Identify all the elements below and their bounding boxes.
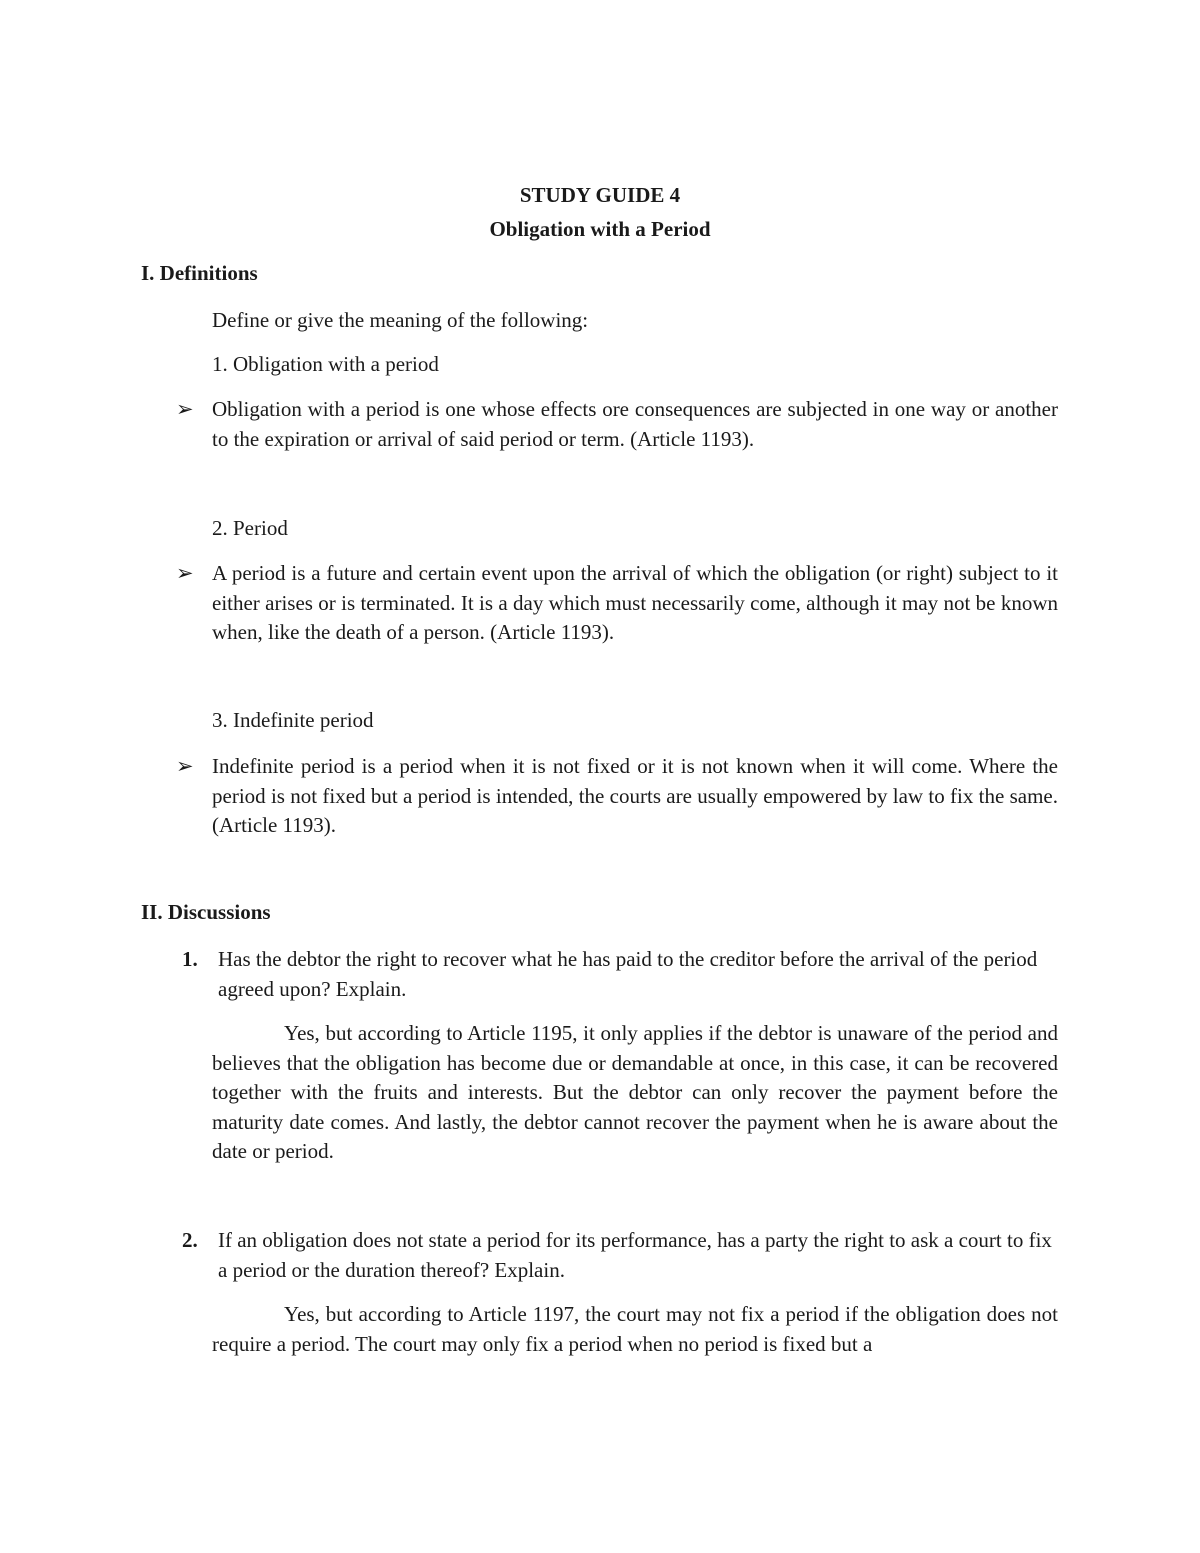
arrow-bullet-icon: ➢ (176, 561, 194, 585)
definition-text-3: Indefinite period is a period when it is not fixed or it is not known when it will come. Where the period is not fixed but a period is intended, the courts are usually empowered by law to fix the same. (Article 1193). (212, 754, 1058, 837)
document-subtitle: Obligation with a Period (489, 217, 711, 241)
answer-text-2: Yes, but according to Article 1197, the court may not fix a period if the obligation does not require a period. The court may only fix a period when no period is fixed but a (212, 1302, 1058, 1356)
definition-label-1: 1. Obligation with a period (212, 352, 439, 376)
question-number-2: 2. (182, 1228, 198, 1252)
definitions-instruction: Define or give the meaning of the following: (212, 308, 589, 332)
question-text-2: If an obligation does not state a period for its performance, has a party the right to ask a court to fix a period or the duration thereof? Explain. (218, 1228, 1052, 1282)
arrow-bullet-icon: ➢ (176, 754, 194, 778)
section-heading-discussions: II. Discussions (141, 900, 271, 924)
section-heading-definitions: I. Definitions (141, 261, 258, 285)
answer-text-1: Yes, but according to Article 1195, it only applies if the debtor is unaware of the period and believes that the obligation has become due or demandable at once, in this case, it can be recovered together with the fruits and interests. But the debtor can only recover the payment before the maturity date comes. And lastly, the debtor cannot recover the payment when he is aware about the date or period. (212, 1021, 1058, 1163)
definition-text-1: Obligation with a period is one whose effects ore consequences are subjected in one way or another to the expiration or arrival of said period or term. (Article 1193). (212, 397, 1058, 451)
question-number-1: 1. (182, 947, 198, 971)
arrow-bullet-icon: ➢ (176, 397, 194, 421)
definition-label-2: 2. Period (212, 516, 288, 540)
question-text-1: Has the debtor the right to recover what he has paid to the creditor before the arrival of the period agreed upon? Explain. (218, 947, 1038, 1001)
document-title: STUDY GUIDE 4 (519, 183, 681, 207)
definition-text-2: A period is a future and certain event upon the arrival of which the obligation (or right) subject to it either arises or is terminated. It is a day which must necessarily come, although it may not be known when, like the death of a person. (Article 1193). (212, 561, 1058, 644)
definition-label-3: 3. Indefinite period (212, 708, 374, 732)
